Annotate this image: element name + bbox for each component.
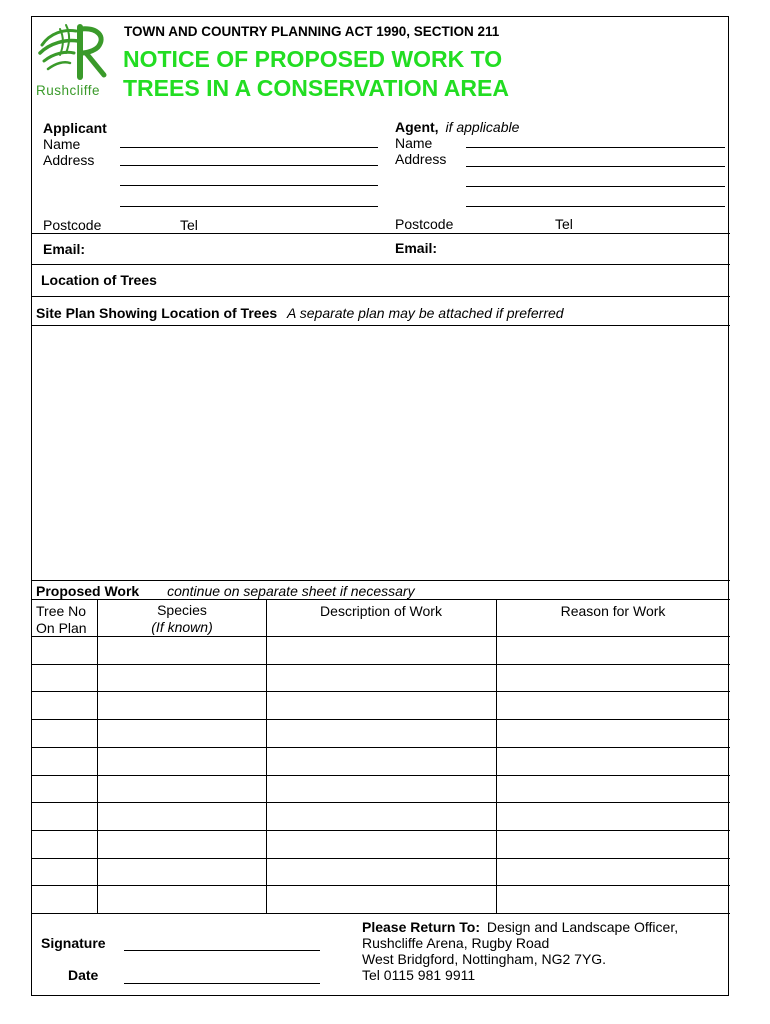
- site-plan-label: Site Plan Showing Location of Trees: [36, 305, 278, 321]
- date-label: Date: [68, 967, 99, 983]
- agent-postcode-label: Postcode: [395, 216, 454, 232]
- table-row[interactable]: [32, 858, 730, 859]
- location-of-trees-label[interactable]: Location of Trees: [41, 272, 157, 288]
- proposed-work-label: Proposed Work: [36, 583, 140, 599]
- form-title-line-1: NOTICE OF PROPOSED WORK TO: [123, 46, 503, 72]
- table-divider-2: [266, 599, 267, 913]
- col-tree-no-line-2: On Plan: [36, 620, 87, 636]
- col-tree-no-line-1: Tree No: [36, 603, 87, 619]
- location-row-top-border: [32, 264, 730, 265]
- table-row[interactable]: [32, 830, 730, 831]
- table-divider-3: [496, 599, 497, 913]
- col-species-line-1: Species: [157, 602, 207, 618]
- site-plan-drawing-area[interactable]: [32, 326, 730, 580]
- return-line-1: Design and Landscape Officer,: [486, 919, 679, 935]
- proposed-work-heading: [36, 583, 415, 599]
- agent-address-label: Address: [395, 151, 447, 167]
- agent-heading-note: if applicable: [445, 119, 520, 135]
- applicant-name-label: Name: [43, 136, 81, 152]
- applicant-address-label: Address: [43, 152, 95, 168]
- applicant-heading: Applicant: [43, 120, 107, 136]
- form-title-line-2: TREES IN A CONSERVATION AREA: [123, 75, 509, 101]
- return-heading-line: [362, 919, 678, 935]
- return-line-2: Rushcliffe Arena, Rugby Road: [362, 935, 550, 951]
- act-reference: TOWN AND COUNTRY PLANNING ACT 1990, SECTION 211: [124, 24, 500, 39]
- return-heading: Please Return To:: [362, 919, 480, 935]
- date-field[interactable]: [124, 983, 320, 984]
- agent-tel-label: Tel: [555, 216, 573, 232]
- table-row[interactable]: [32, 775, 730, 776]
- col-reason-header: Reason for Work: [560, 603, 666, 619]
- col-description-header: Description of Work: [320, 603, 442, 619]
- agent-address-field-3[interactable]: [466, 206, 725, 207]
- agent-heading-group: [395, 119, 519, 135]
- applicant-address-field-3[interactable]: [120, 206, 378, 207]
- logo-text: Rushcliffe: [36, 83, 101, 98]
- site-plan-heading: [36, 305, 564, 321]
- col-species-line-2: (If known): [151, 619, 213, 635]
- proposed-work-note: continue on separate sheet if necessary: [167, 583, 415, 599]
- agent-address-field-1[interactable]: [466, 166, 725, 167]
- applicant-postcode-label: Postcode: [43, 217, 102, 233]
- email-row-top-border: [32, 233, 730, 234]
- site-plan-note: A separate plan may be attached if preferred: [287, 305, 564, 321]
- agent-name-field[interactable]: [466, 147, 725, 148]
- rushcliffe-r-logo-icon: [36, 23, 114, 81]
- applicant-tel-label: Tel: [180, 217, 198, 233]
- return-line-4: Tel 0115 981 9911: [362, 967, 476, 983]
- return-line-3: West Bridgford, Nottingham, NG2 7YG.: [362, 951, 607, 967]
- table-row[interactable]: [32, 664, 730, 665]
- table-row[interactable]: [32, 885, 730, 886]
- table-row[interactable]: [32, 691, 730, 692]
- signature-label: Signature: [41, 935, 106, 951]
- agent-heading: Agent,: [395, 119, 439, 135]
- table-row[interactable]: [32, 636, 730, 637]
- signature-field[interactable]: [124, 950, 320, 951]
- footer-top-border: [32, 913, 730, 914]
- proposed-work-top-border: [32, 580, 730, 581]
- agent-email-label[interactable]: Email:: [395, 240, 438, 256]
- table-row[interactable]: [32, 719, 730, 720]
- applicant-address-field-1[interactable]: [120, 165, 378, 166]
- rushcliffe-logo: [36, 23, 114, 103]
- agent-address-field-2[interactable]: [466, 186, 725, 187]
- agent-name-label: Name: [395, 135, 433, 151]
- tree-work-notice-form: [31, 16, 729, 996]
- applicant-address-field-2[interactable]: [120, 185, 378, 186]
- applicant-name-field[interactable]: [120, 147, 378, 148]
- table-divider-1: [97, 599, 98, 913]
- applicant-email-label[interactable]: Email:: [43, 241, 86, 257]
- site-plan-row-top-border: [32, 296, 730, 297]
- proposed-work-header-top-border: [32, 599, 730, 600]
- table-row[interactable]: [32, 747, 730, 748]
- table-row[interactable]: [32, 802, 730, 803]
